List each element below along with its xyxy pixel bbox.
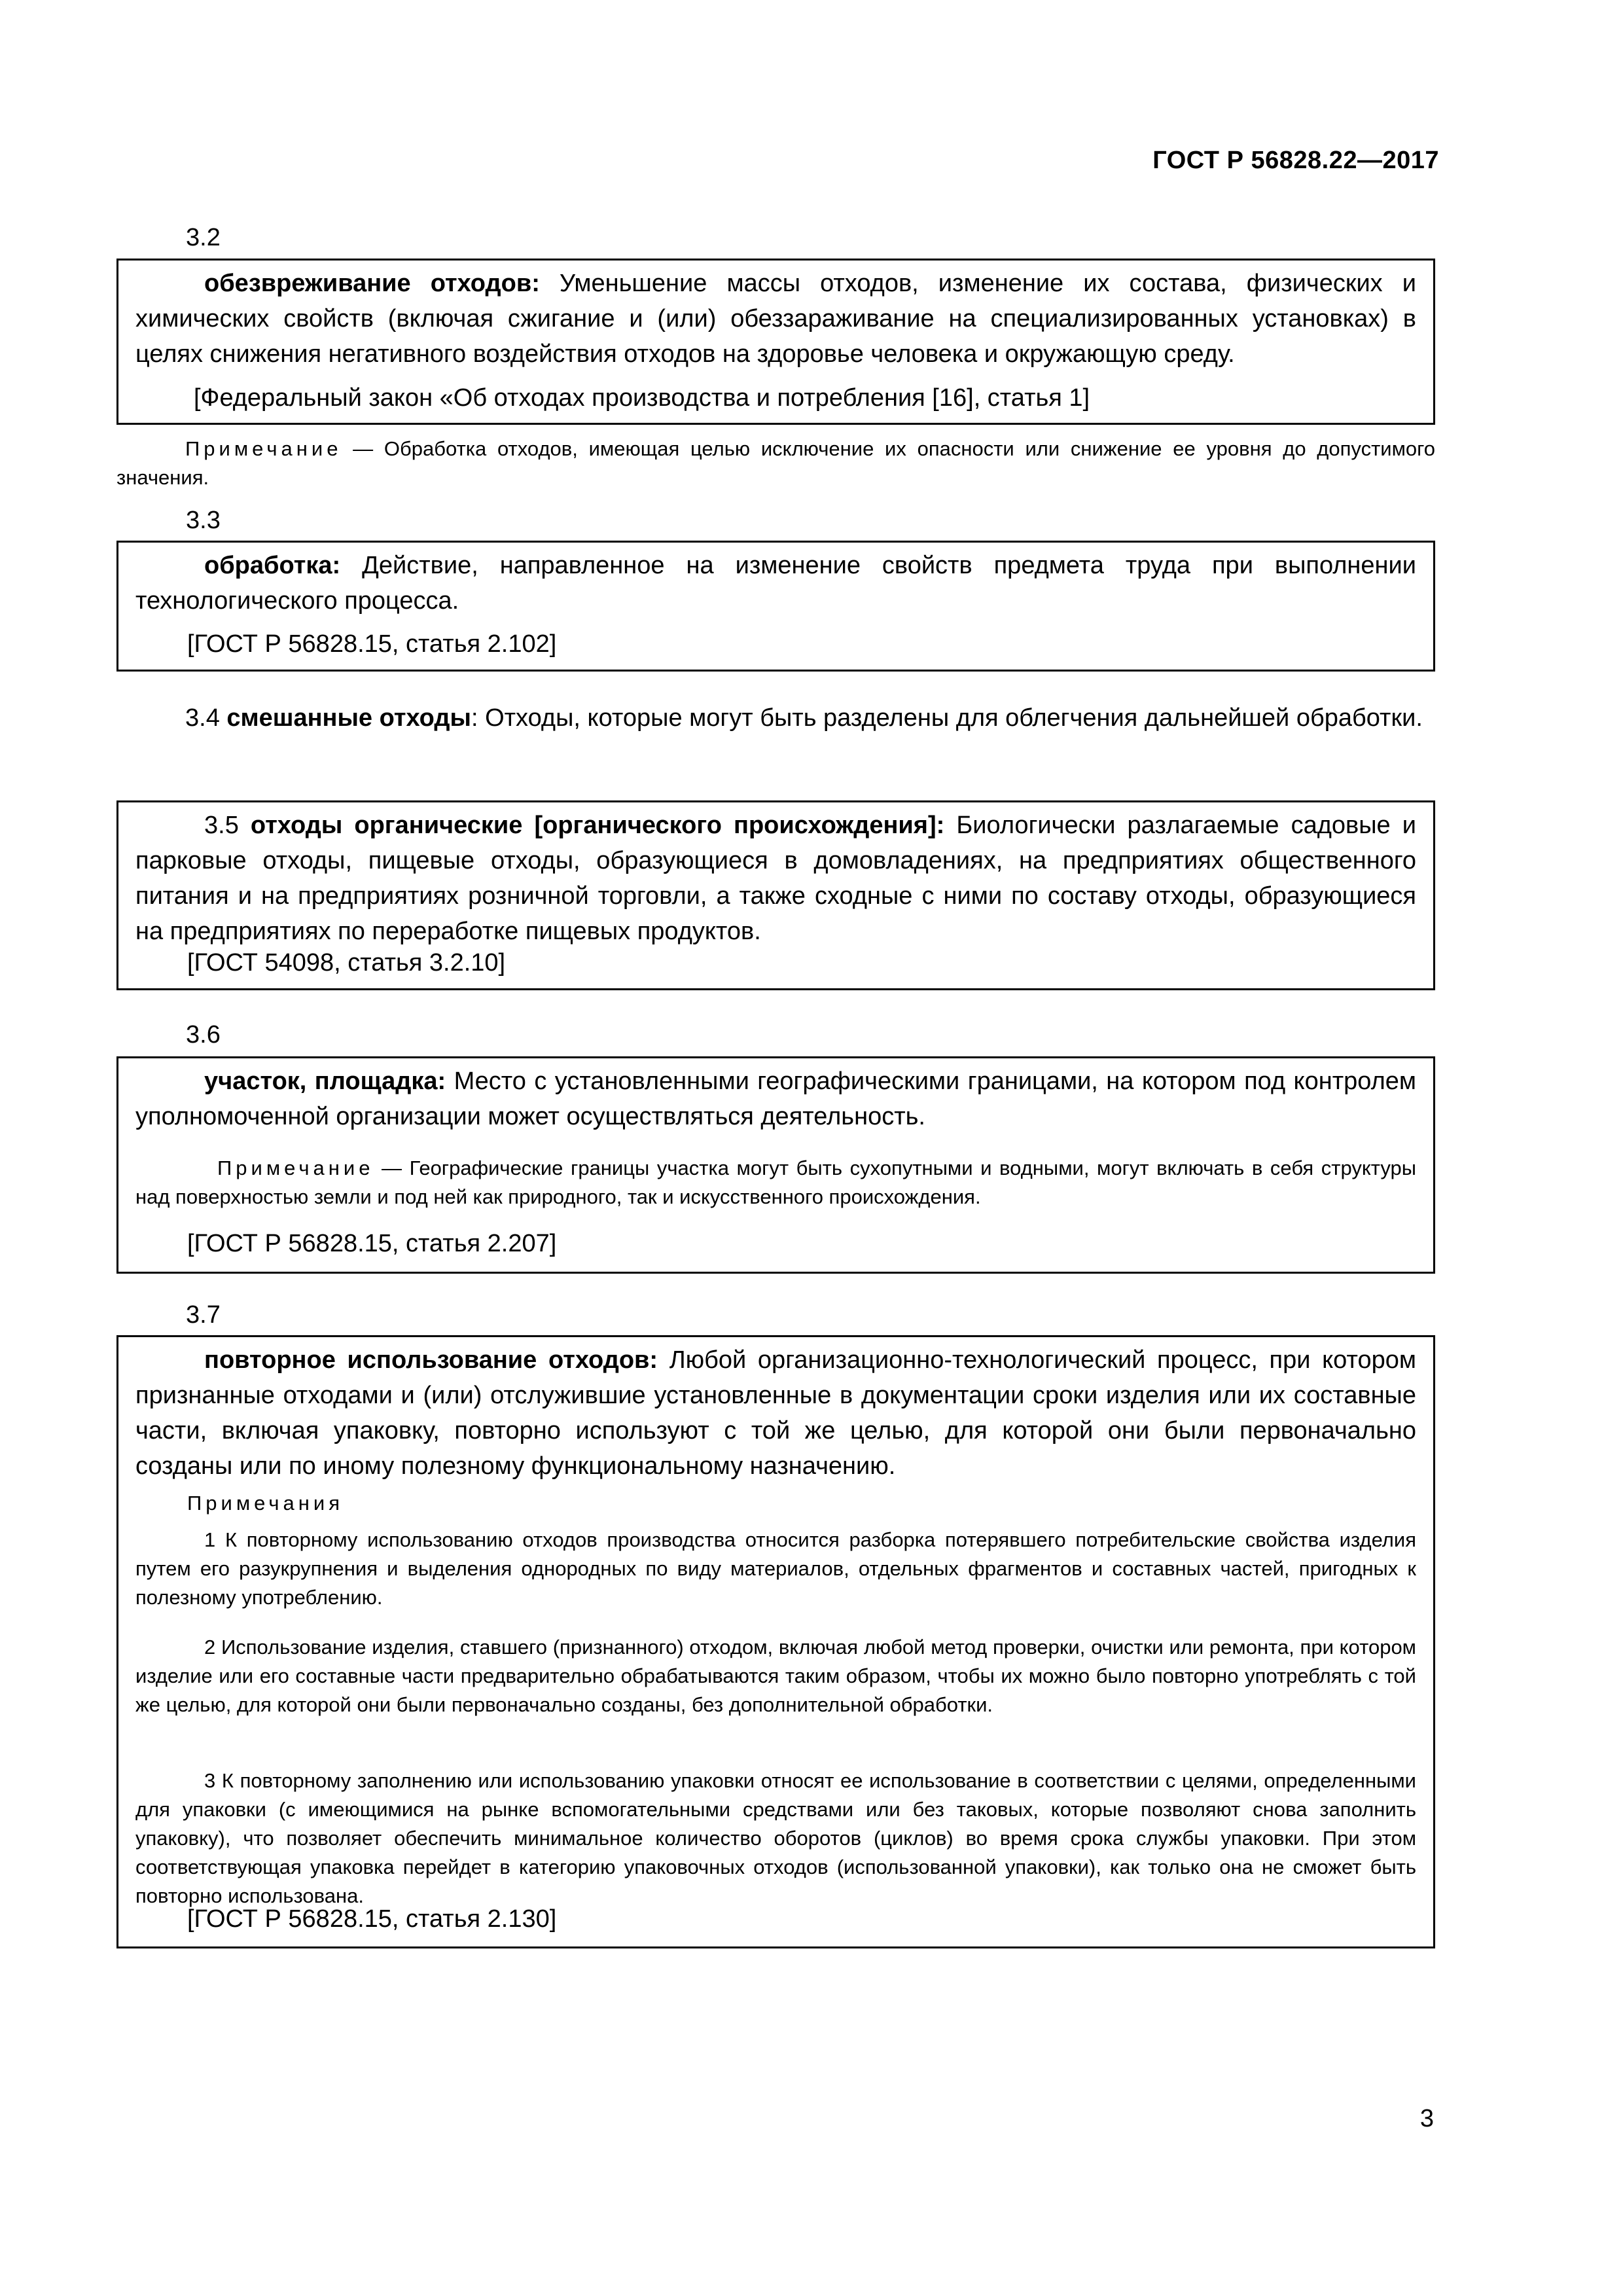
definition-3-5: Биологически разлагаемые садовые и парковые отходы, пищевые отходы, образующиеся в домовладениях, на предприятиях общественного питания и на предприятиях розничной торговли, а также сходные с ними по составу отходы, образующиеся на предприятиях по переработке пищевых продуктов. [135, 812, 1417, 945]
definition-3-6: Место с установленными географическими границами, на котором под контролем уполномоченной организации может осуществляться деятельность. [135, 1067, 1416, 1130]
section-number-3-7: 3.7 [186, 1301, 221, 1329]
note-2-3-7: 2 Использование изделия, ставшего (признанного) отходом, включая любой метод проверки, очистки или ремонта, при котором изделие или его составные части предварительно обрабатываются таким образом, чтобы их можно было повторно употреблять с той же целью, для которой они были первоначально созданы, без дополнительной обработки. [135, 1636, 1416, 1716]
term-3-6: участок, площадка: [204, 1067, 446, 1095]
notes-label-3-7: Примечания [187, 1492, 344, 1515]
section-number-3-2: 3.2 [186, 224, 221, 251]
note-3-6 [135, 1154, 1416, 1211]
definition-3-4: : Отходы, которые могут быть разделены для облегчения дальнейшей обработки. [471, 704, 1423, 732]
term-definition-3-5 [135, 808, 1416, 949]
note-text: — Обработка отходов, имеющая целью исключение их опасности или снижение ее уровня до допустимого значения. [116, 437, 1435, 489]
note-3-3-7: 3 К повторному заполнению или использованию упаковки относят ее использование в соответствии с целями, определенными для упаковки (с имеющимися на рынке вспомогательными средствами или без таковых, которые позволяют снова заполнить упаковку), что позволяет обеспечить минимальное количество оборотов (циклов) во время срока службы упаковки. При этом соответствующая упаковка перейдет в категорию упаковочных отходов (использованной упаковки), как только она не сможет быть повторно использована. [135, 1769, 1416, 1907]
note-label-3-6: Примечание [217, 1157, 374, 1179]
term-box-3-3 [116, 541, 1435, 672]
note-label: Примечание [185, 437, 342, 460]
section-number-3-4: 3.4 [185, 704, 220, 732]
document-header: ГОСТ Р 56828.22—2017 [1152, 147, 1439, 174]
note-3-2 [116, 435, 1435, 492]
definition-3-7: Любой организационно-технологический процесс, при котором признанные отходами и (или) отслужившие установленные в документации сроки изделия или их составные части, включая упаковку, повторно используют с той же целью, для которой они были первоначально созданы или по иному полезному функциональному назначению. [135, 1346, 1416, 1480]
section-number-3-6: 3.6 [186, 1021, 221, 1049]
page-number: 3 [1419, 2105, 1434, 2132]
term-3-5: отходы органические [органического происхождения]: [250, 812, 945, 839]
term-3-4: смешанные отходы [226, 704, 471, 732]
definition-3-3: Действие, направленное на изменение свойств предмета труда при выполнении технологического процесса. [135, 552, 1416, 615]
source-3-5: [ГОСТ 54098, статья 3.2.10] [187, 949, 506, 977]
term-definition-3-6 [135, 1064, 1416, 1134]
section-number-3-3: 3.3 [186, 507, 221, 534]
term-3-3: обработка: [204, 552, 341, 579]
term-box-3-7 [116, 1335, 1435, 1948]
term-definition-3-2 [135, 266, 1416, 372]
note-1-3-7: 1 К повторному использованию отходов производства относится разборка потерявшего потребительские свойства изделия путем его разукрупнения и выделения однородных по виду материалов, отдельных фрагментов и составных частей, пригодных к полезному употреблению. [135, 1528, 1416, 1609]
definition-3-2: Уменьшение массы отходов, изменение их состава, физических и химических свойств (включая сжигание и (или) обеззараживание на специализированных установках) в целях снижения негативного воздействия отходов на здоровье человека и окружающую среду. [135, 270, 1416, 368]
term-definition-3-3 [135, 548, 1416, 619]
source-3-3: [ГОСТ Р 56828.15, статья 2.102] [187, 630, 557, 658]
term-definition-3-7 [135, 1342, 1416, 1484]
source-3-6: [ГОСТ Р 56828.15, статья 2.207] [187, 1230, 557, 1257]
term-3-2: обезвреживание отходов: [204, 270, 540, 297]
section-number-3-5: 3.5 [204, 812, 239, 839]
term-box-3-5 [116, 800, 1435, 990]
source-3-7: [ГОСТ Р 56828.15, статья 2.130] [187, 1905, 557, 1933]
source-3-2: [Федеральный закон «Об отходах производства и потребления [16], статья 1] [194, 384, 1090, 412]
term-box-3-6 [116, 1056, 1435, 1274]
term-definition-3-4 [116, 700, 1435, 736]
term-box-3-2 [116, 259, 1435, 425]
note-text-3-6: — Географические границы участка могут быть сухопутными и водными, могут включать в себя структуры над поверхностью земли и под ней как природного, так и искусственного происхождения. [135, 1157, 1416, 1208]
term-3-7: повторное использование отходов: [204, 1346, 658, 1374]
